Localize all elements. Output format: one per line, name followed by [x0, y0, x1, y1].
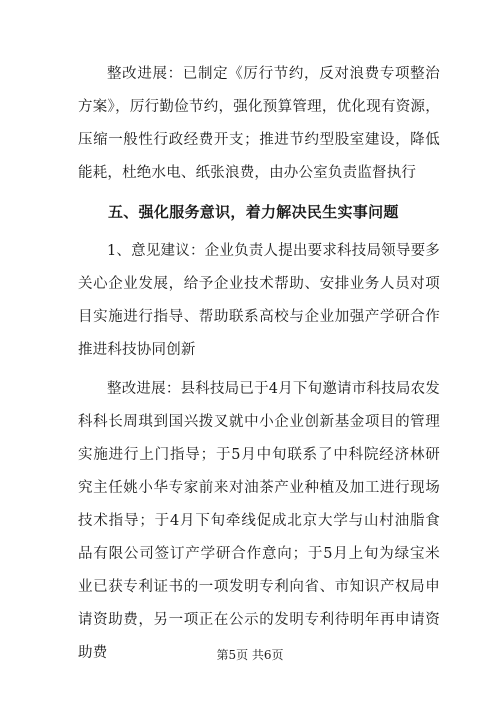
- paragraph-rectification-progress-1: 整改进展：已制定《厉行节约，反对浪费专项整治方案》，厉行勤俭节约，强化预算管理，优化现有资源，压缩一般性行政经费开支；推进节约型股室建设，降低能耗，杜绝水电、纸张浪费，由办公室负责监督执行: [78, 66, 440, 181]
- paragraph-rectification-progress-2: 整改进展：县科技局已于4月下旬邀请市科技局农发科科长周琪到国兴拨叉就中小企业创新基金项目的管理实施进行上门指导；于5月中旬联系了中科院经济林研究主任姚小华专家前来对油茶产业种植及加工进行现场技术指导；于4月下旬牵线促成北京大学与山村油脂食品有限公司签订产学研合作意向；于5月上旬为绿宝米业已获专利证书的一项发明专利向省、市知识产权局申请资助费，另一项正在公示的发明专利待明年再申请资助费: [78, 381, 440, 661]
- section-heading-5: 五、强化服务意识，着力解决民生实事问题: [108, 203, 399, 221]
- page-number-footer: 第5页 共6页: [216, 648, 284, 662]
- paragraph-suggestion-1: 1、意见建议：企业负责人提出要求科技局领导要多关心企业发展，给予企业技术帮助、安排业务人员对项目实施进行指导、帮助联系高校与企业加强产学研合作推进科技协同创新: [78, 243, 440, 358]
- document-body: [78, 58, 440, 670]
